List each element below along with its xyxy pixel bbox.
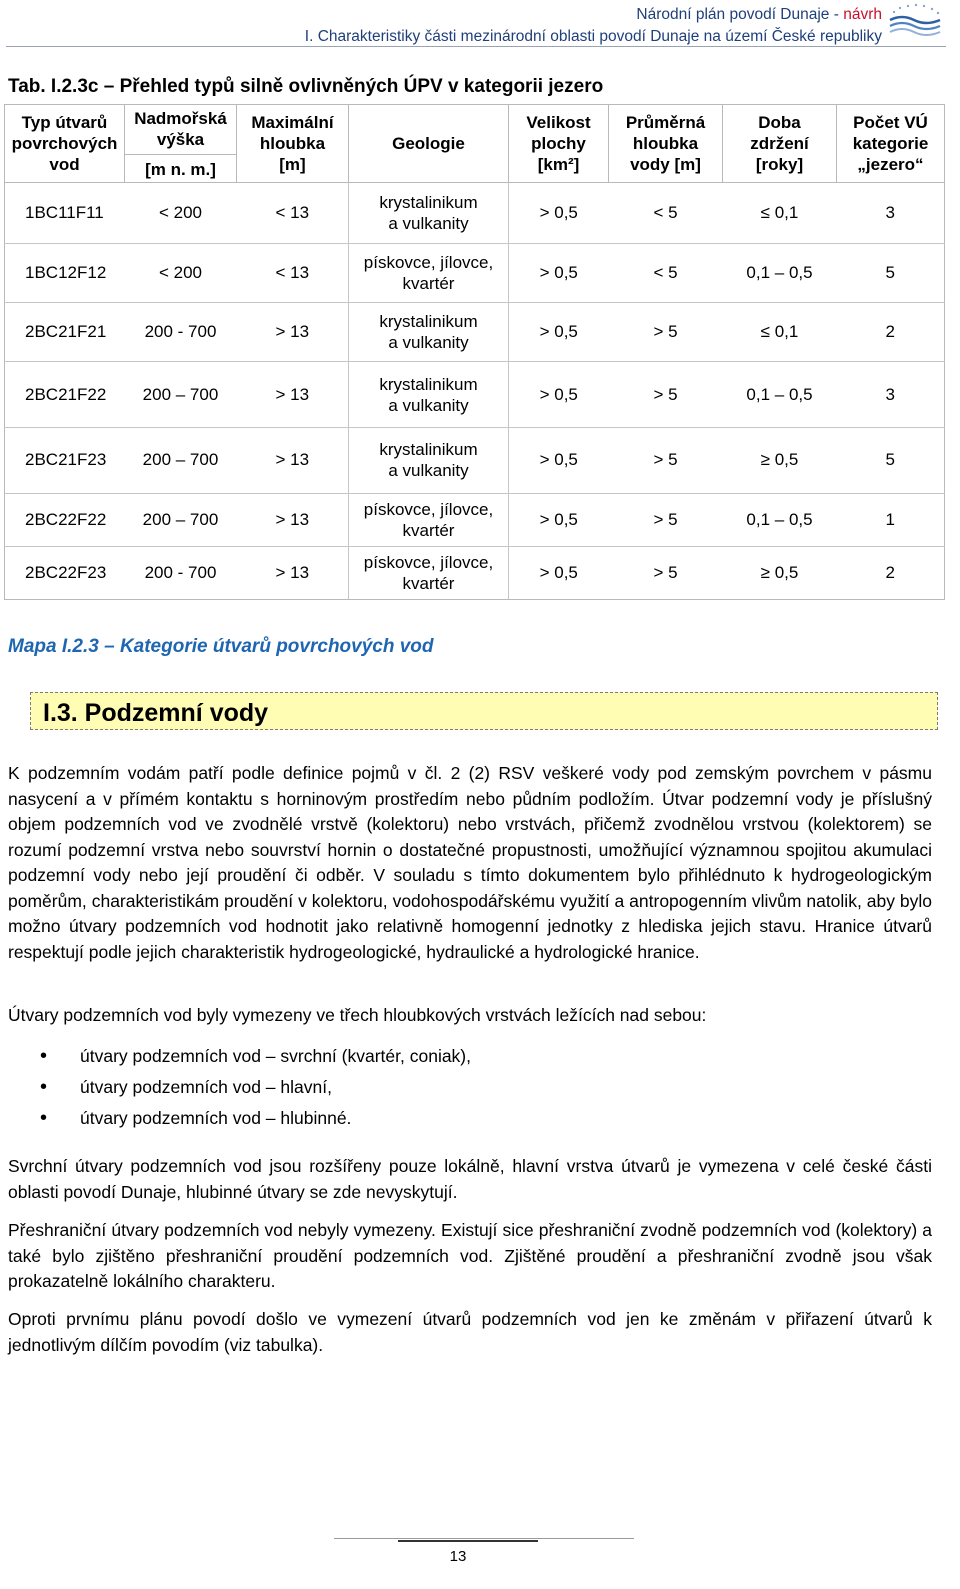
geology-line: krystalinikum — [379, 440, 478, 460]
cell-type-code: 1BC11F11 — [5, 183, 125, 244]
header-line-2: I. Charakteristiky části mezinárodní oblasti povodí Dunaje na území České republiky — [304, 28, 882, 45]
list-item: • útvary podzemních vod – svrchní (kvartér, coniak), — [8, 1042, 471, 1073]
lake-types-table — [4, 104, 945, 600]
cell-count: 1 — [837, 494, 945, 547]
geology-line: kvartér — [402, 521, 455, 541]
cell-max-depth: > 13 — [237, 547, 349, 600]
map-caption: Mapa I.2.3 – Kategorie útvarů povrchových vod — [8, 636, 434, 657]
section-heading: I.3. Podzemní vody — [43, 699, 269, 727]
cell-area: > 0,5 — [509, 547, 609, 600]
cell-geology — [349, 494, 509, 547]
geology-line: krystalinikum — [379, 193, 478, 213]
cell-geology — [349, 183, 509, 244]
cell-retention: 0,1 – 0,5 — [723, 494, 837, 547]
cell-altitude: 200 – 700 — [125, 494, 237, 547]
geology-line: a vulkanity — [388, 333, 469, 353]
footer-divider-accent — [398, 1540, 538, 1542]
waves-stars-logo-icon — [886, 2, 944, 38]
cell-max-depth: > 13 — [237, 494, 349, 547]
cell-type-code: 2BC21F21 — [5, 303, 125, 362]
cell-avg-depth: > 5 — [609, 547, 723, 600]
col-header-altitude: Nadmořská výška [m n. m.] — [125, 105, 237, 183]
cell-area: > 0,5 — [509, 244, 609, 303]
col-header-count: Počet VÚ kategorie „jezero“ — [837, 105, 945, 183]
header-divider — [6, 46, 946, 47]
cell-area: > 0,5 — [509, 427, 609, 493]
cell-retention: ≤ 0,1 — [723, 303, 837, 362]
cell-geology — [349, 362, 509, 427]
paragraph-layers-intro: Útvary podzemních vod byly vymezeny ve třech hloubkových vrstvách ležících nad sebou: — [8, 1005, 707, 1025]
paragraph-definition: K podzemním vodám patří podle definice pojmů v čl. 2 (2) RSV veškeré vody pod zemským povrchem v pásmu nasycení a v přímém kontaktu s horninovým prostředím nebo půdním podložím. Útvar podzemní vody je příslušný objem podzemních vod ve zvodnělé vrstvě (kolektoru) nebo vrstvách, přičemž zvodnělou vrstvou (kolektorem) se rozumí podzemní vrstva nebo souvrství hornin o dostatečné propustnosti, umožňující významnou spojitou akumulaci podzemní vody nebo její proudění či odběr. V souladu s tímto dokumentem bylo přihlédnuto k hydrogeologickým poměrům, charakteristikám proudění v kolektoru, vodohospodářskému využití a antropogenním vlivům natolik, aby bylo možno útvary podzemních vod hodnotit jako relativně homogenní jednotky z hlediska jejich stavu. Hranice útvarů respektují podle jejich charakteristik hydrogeologické, hydraulické a hydrologické hranice. — [8, 763, 932, 962]
cell-retention: ≥ 0,5 — [723, 547, 837, 600]
cell-type-code: 2BC22F22 — [5, 494, 125, 547]
paragraph-changes: Oproti prvnímu plánu povodí došlo ve vymezení útvarů podzemních vod jen ke změnám v přiřazení útvarů k jednotlivým dílčím povodím (viz tabulka). — [8, 1309, 932, 1355]
table-row — [5, 427, 945, 493]
geology-line: pískovce, jílovce, — [363, 253, 494, 273]
col-header-type: Typ útvarů povrchových vod — [5, 105, 125, 183]
cell-max-depth: > 13 — [237, 303, 349, 362]
cell-avg-depth: > 5 — [609, 494, 723, 547]
cell-avg-depth: > 5 — [609, 362, 723, 427]
cell-count: 5 — [837, 244, 945, 303]
cell-avg-depth: > 5 — [609, 427, 723, 493]
geology-line: krystalinikum — [379, 374, 478, 394]
cell-retention: 0,1 – 0,5 — [723, 362, 837, 427]
cell-altitude: 200 – 700 — [125, 362, 237, 427]
geology-line: kvartér — [402, 574, 455, 594]
geology-line: krystalinikum — [379, 312, 478, 332]
cell-geology — [349, 244, 509, 303]
cell-area: > 0,5 — [509, 303, 609, 362]
cell-count: 3 — [837, 362, 945, 427]
cell-type-code: 2BC21F23 — [5, 427, 125, 493]
col-header-retention: Doba zdržení [roky] — [723, 105, 837, 183]
cell-area: > 0,5 — [509, 494, 609, 547]
table-row — [5, 244, 945, 303]
geology-line: pískovce, jílovce, — [363, 500, 494, 520]
table-row — [5, 183, 945, 244]
cell-altitude: < 200 — [125, 244, 237, 303]
cell-area: > 0,5 — [509, 362, 609, 427]
cell-geology — [349, 427, 509, 493]
cell-altitude: 200 - 700 — [125, 303, 237, 362]
geology-line: a vulkanity — [388, 395, 469, 415]
col-header-geology: Geologie — [349, 105, 509, 183]
section-heading-box — [30, 692, 938, 730]
col-header-area: Velikost plochy [km²] — [509, 105, 609, 183]
header-draft-label: návrh — [843, 6, 882, 23]
cell-max-depth: > 13 — [237, 427, 349, 493]
cell-altitude: < 200 — [125, 183, 237, 244]
cell-avg-depth: < 5 — [609, 244, 723, 303]
cell-retention: ≥ 0,5 — [723, 427, 837, 493]
layers-list — [8, 1042, 471, 1135]
cell-altitude: 200 - 700 — [125, 547, 237, 600]
table-caption: Tab. I.2.3c – Přehled typů silně ovlivněných ÚPV v kategorii jezero — [8, 76, 604, 97]
table-header-row — [5, 105, 945, 183]
paragraph-transboundary: Přeshraniční útvary podzemních vod nebyly vymezeny. Existují sice přeshraniční zvodně podzemních vod (kolektory) a také bylo zjištěno přeshraniční proudění podzemních vod. Zjištěné proudění a přeshraniční zvodně jsou však prokazatelně lokálního charakteru. — [8, 1220, 932, 1291]
list-item: • útvary podzemních vod – hlavní, — [8, 1073, 471, 1104]
cell-count: 2 — [837, 303, 945, 362]
cell-geology — [349, 547, 509, 600]
cell-max-depth: < 13 — [237, 183, 349, 244]
table-row — [5, 494, 945, 547]
document-header — [305, 4, 882, 48]
cell-altitude: 200 – 700 — [125, 427, 237, 493]
paragraph-upper-layers: Svrchní útvary podzemních vod jsou rozšířeny pouze lokálně, hlavní vrstva útvarů je vymezena v celé české části oblasti povodí Dunaje, hlubinné útvary se zde nevyskytují. — [8, 1156, 932, 1202]
table-row — [5, 303, 945, 362]
cell-max-depth: > 13 — [237, 362, 349, 427]
table-row — [5, 547, 945, 600]
list-item: • útvary podzemních vod – hlubinné. — [8, 1104, 471, 1135]
table-row — [5, 362, 945, 427]
col-header-avg-depth: Průměrná hloubka vody [m] — [609, 105, 723, 183]
cell-type-code: 2BC22F23 — [5, 547, 125, 600]
header-line-1 — [305, 4, 882, 26]
cell-count: 3 — [837, 183, 945, 244]
cell-retention: ≤ 0,1 — [723, 183, 837, 244]
geology-line: a vulkanity — [388, 461, 469, 481]
geology-line: pískovce, jílovce, — [363, 553, 494, 573]
cell-type-code: 1BC12F12 — [5, 244, 125, 303]
geology-line: kvartér — [402, 274, 455, 294]
cell-geology — [349, 303, 509, 362]
cell-count: 2 — [837, 547, 945, 600]
footer-divider — [334, 1538, 634, 1539]
cell-avg-depth: < 5 — [609, 183, 723, 244]
cell-area: > 0,5 — [509, 183, 609, 244]
col-header-max-depth: Maximální hloubka [m] — [237, 105, 349, 183]
cell-type-code: 2BC21F22 — [5, 362, 125, 427]
cell-max-depth: < 13 — [237, 244, 349, 303]
header-title: Národní plán povodí Dunaje - — [636, 6, 844, 23]
geology-line: a vulkanity — [388, 214, 469, 234]
page-number: 13 — [449, 1548, 467, 1565]
cell-count: 5 — [837, 427, 945, 493]
cell-avg-depth: > 5 — [609, 303, 723, 362]
cell-retention: 0,1 – 0,5 — [723, 244, 837, 303]
